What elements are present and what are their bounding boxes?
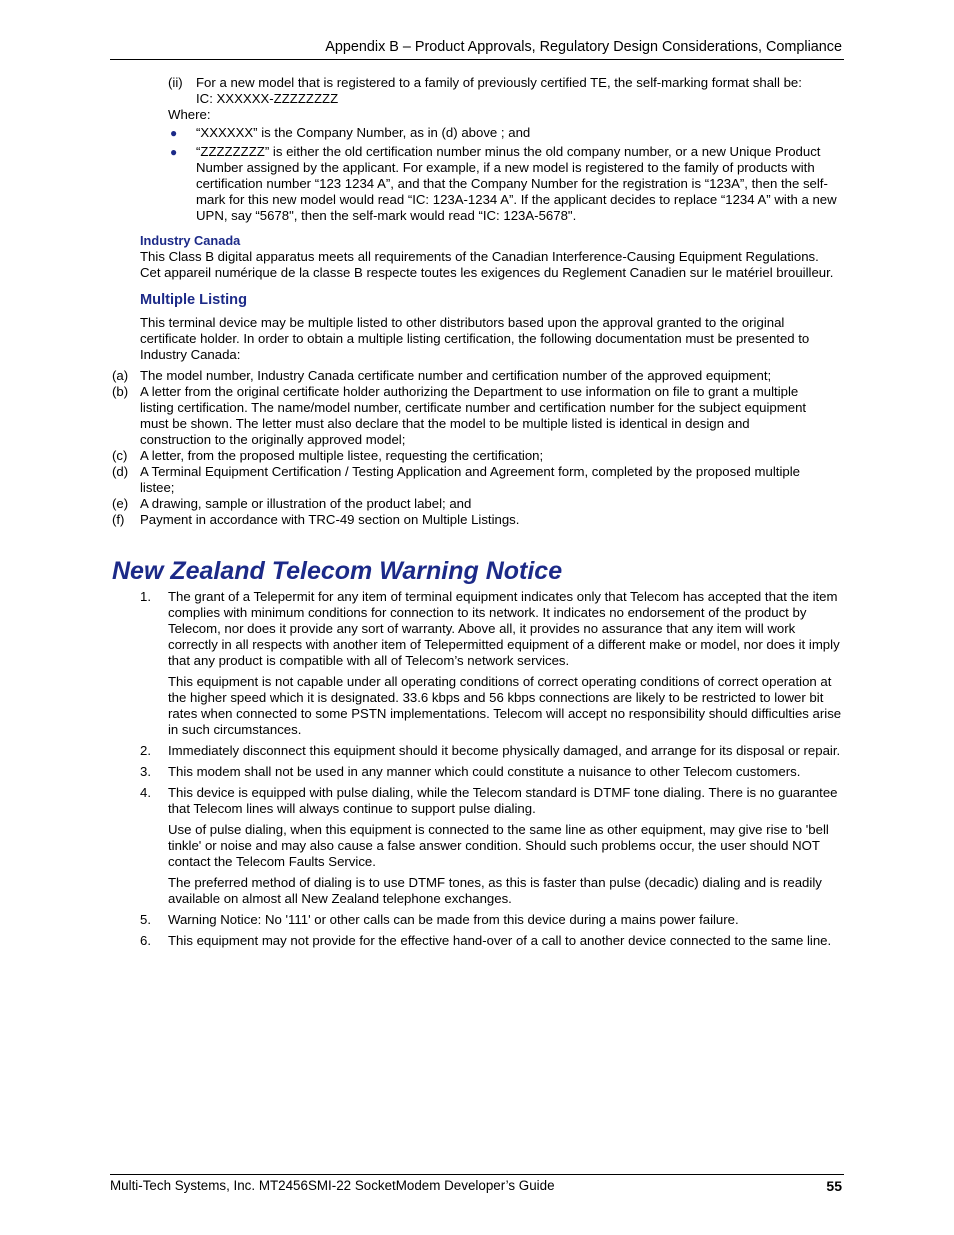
item-number: 3. xyxy=(140,764,151,779)
numbered-item xyxy=(140,933,844,949)
numbered-item xyxy=(140,912,844,928)
list-text: A letter from the original certificate holder authorizing the Department to use information on file to grant a multiple listing certification. The name/model number, certificate number and certification number for the subject equipment must be shown. The letter must also declare that the model to be multiple listed is identical in design and construction to the originally approved model; xyxy=(140,384,807,447)
footer-text: Multi-Tech Systems, Inc. MT2456SMI-22 SocketModem Developer’s Guide xyxy=(110,1178,555,1193)
industry-canada-heading: Industry Canada xyxy=(140,233,241,248)
item-number: 5. xyxy=(140,912,151,927)
list-label: (a) xyxy=(112,368,129,383)
item-number: 1. xyxy=(140,589,151,604)
list-label: (b) xyxy=(112,384,129,399)
item-paragraph: Use of pulse dialing, when this equipment is connected to the same line as other equipment, may give rise to 'bell tinkle' or noise and may also cause a false answer condition. Should such problems occur, the user should NOT contact the Telecom Faults Service. xyxy=(168,822,829,869)
list-label: (d) xyxy=(112,464,129,479)
item-paragraph: This modem shall not be used in any manner which could constitute a nuisance to other Telecom customers. xyxy=(168,764,801,779)
item-text: For a new model that is registered to a family of previously certified TE, the self-marking format shall be: xyxy=(196,75,802,90)
nz-warning-heading: New Zealand Telecom Warning Notice xyxy=(112,557,563,585)
where-label: Where: xyxy=(168,107,211,122)
list-label: (c) xyxy=(112,448,128,463)
item-paragraph: Immediately disconnect this equipment should it become physically damaged, and arrange for its disposal or repair. xyxy=(168,743,841,758)
industry-canada-french: Cet appareil numérique de la classe B respecte toutes les exigences du Reglement Canadien sur le matériel brouilleur. xyxy=(140,265,834,280)
page-content xyxy=(112,75,844,954)
list-label: (f) xyxy=(112,512,125,527)
page-number: 55 xyxy=(826,1178,842,1194)
bullet-text: “XXXXXX” is the Company Number, as in (d) above ; and xyxy=(196,125,531,140)
item-paragraph: The grant of a Telepermit for any item of terminal equipment indicates only that Telecom has accepted that the item complies with minimum conditions for connection to its network. It indicates no endorsement of the product by Telecom, nor does it provide any sort of warranty. Above all, it provides no assurance that any item will work correctly in all respects with another item of Telepermitted equipment of a different make or model, nor does it imply that any product is compatible with all of Telecom’s network services. xyxy=(168,589,840,668)
item-number: 2. xyxy=(140,743,151,758)
list-text: A letter, from the proposed multiple listee, requesting the certification; xyxy=(140,448,544,463)
numbered-item xyxy=(140,785,844,907)
footer-rule xyxy=(110,1174,844,1175)
page-header: Appendix B – Product Approvals, Regulatory Design Considerations, Compliance xyxy=(325,39,842,55)
numbered-item xyxy=(140,589,844,738)
list-text: Payment in accordance with TRC-49 section on Multiple Listings. xyxy=(140,512,520,527)
multiple-listing-intro: This terminal device may be multiple listed to other distributors based upon the approval granted to the original certificate holder. In order to obtain a multiple listing certification, the following documentation must be presented to Industry Canada: xyxy=(140,315,810,362)
list-text: A Terminal Equipment Certification / Testing Application and Agreement form, completed by the proposed multiple listee; xyxy=(140,464,800,495)
self-marking-item xyxy=(140,75,844,107)
bullet-text: “ZZZZZZZZ” is either the old certification number minus the old company number, or a new Unique Product Number assigned by the applicant. For example, if a new model is registered to the family of products with certification number “123 1234 A”, and that the Company Number for the registration is “123A”, then the self-mark for this new model would read “IC: 123A-1234 A”. If the applicant decides to replace “1234 A” with a new UPN, say “5678", then the self-mark would read “IC: 123A-5678". xyxy=(196,144,837,223)
bullet-item xyxy=(140,125,844,141)
list-item xyxy=(112,512,816,528)
item-paragraph: This equipment may not provide for the effective hand-over of a call to another device connected to the same line. xyxy=(168,933,832,948)
multiple-listing-list xyxy=(112,368,844,528)
numbered-item xyxy=(140,764,844,780)
item-paragraph: The preferred method of dialing is to use DTMF tones, as this is faster than pulse (decadic) dialing and is readily available on almost all New Zealand telephone exchanges. xyxy=(168,875,822,906)
list-text: The model number, Industry Canada certificate number and certification number of the approved equipment; xyxy=(140,368,772,383)
item-label: (ii) xyxy=(168,75,183,90)
multiple-listing-heading: Multiple Listing xyxy=(140,292,248,308)
bullet-icon: ● xyxy=(170,145,178,159)
industry-canada-english: This Class B digital apparatus meets all requirements of the Canadian Interference-Causing Equipment Regulations. xyxy=(140,249,819,264)
item-number: 6. xyxy=(140,933,151,948)
bullet-icon: ● xyxy=(170,126,178,140)
list-text: A drawing, sample or illustration of the product label; and xyxy=(140,496,472,511)
nz-warning-list xyxy=(140,589,844,949)
list-item xyxy=(112,496,816,512)
page-footer xyxy=(110,1178,842,1194)
header-rule xyxy=(110,59,844,60)
bullet-item xyxy=(140,144,844,224)
numbered-item xyxy=(140,743,844,759)
list-label: (e) xyxy=(112,496,129,511)
item-number: 4. xyxy=(140,785,151,800)
item-paragraph: Warning Notice: No '111' or other calls can be made from this device during a mains power failure. xyxy=(168,912,739,927)
item-paragraph: This equipment is not capable under all operating conditions of correct operating conditions of correct operation at the higher speed which it is designated. 33.6 kbps and 56 kbps connections are likely to be restricted to lower bit rates when connected to some PSTN implementations. Telecom will accept no responsibility should difficulties arise in such circumstances. xyxy=(168,674,842,737)
item-paragraph: This device is equipped with pulse dialing, while the Telecom standard is DTMF tone dialing. There is no guarantee that Telecom lines will always continue to support pulse dialing. xyxy=(168,785,838,816)
list-item xyxy=(112,464,816,496)
list-item xyxy=(112,368,816,384)
marking-format: IC: XXXXXX-ZZZZZZZZ xyxy=(196,91,339,106)
list-item xyxy=(112,384,816,448)
list-item xyxy=(112,448,816,464)
